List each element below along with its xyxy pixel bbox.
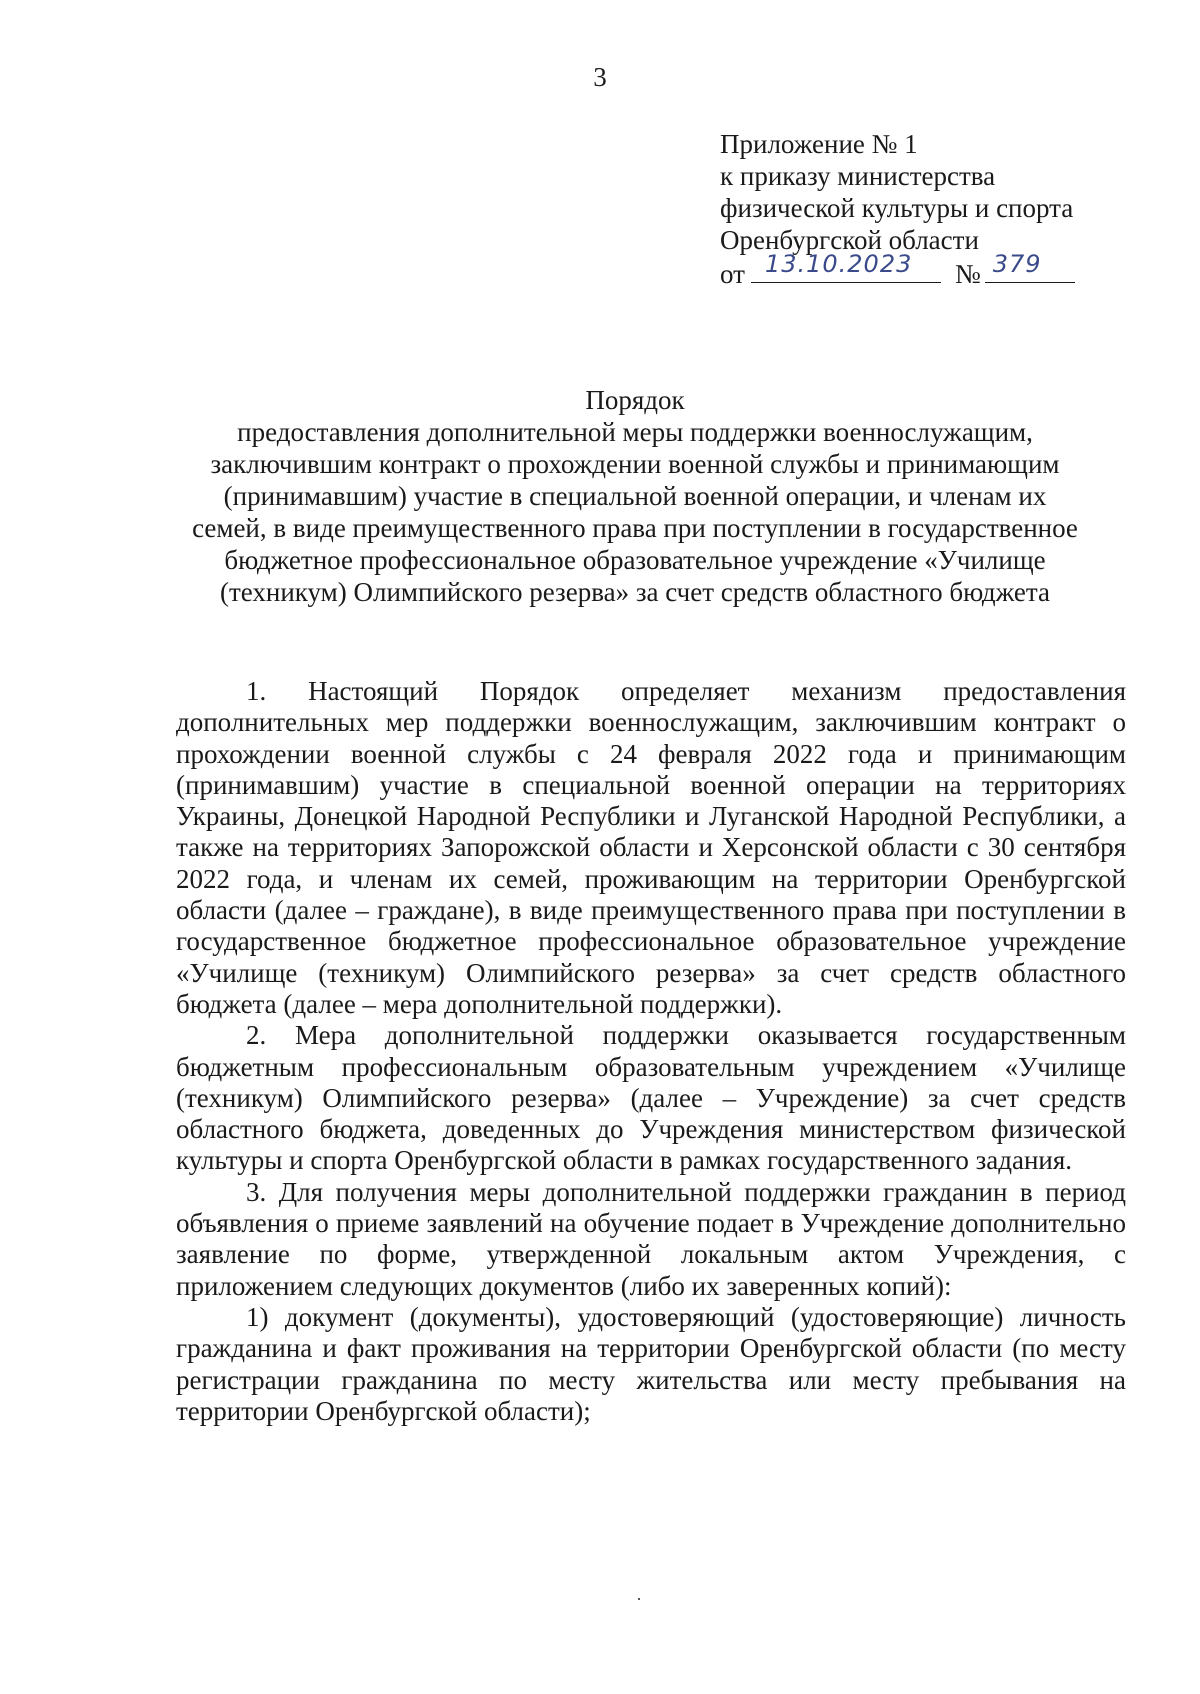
title-line: семей, в виде преимущественного права при поступлении в государственное: [192, 513, 1078, 543]
number-underline: [985, 250, 1075, 283]
handwritten-number: 379: [992, 250, 1042, 278]
appendix-line: Приложение № 1: [720, 129, 918, 159]
title-line: предоставления дополнительной меры поддержки военнослужащим,: [237, 417, 1033, 447]
date-underline: [751, 250, 941, 283]
title-line: (принимавшим) участие в специальной военной операции, и членам их: [223, 481, 1047, 511]
appendix-line: физической культуры и спорта: [720, 193, 1074, 223]
order-date-number-line: [720, 250, 1075, 290]
paragraph-2: 2. Мера дополнительной поддержки оказывается государственным бюджетным профессиональным образовательным учреждением «Училище (техникум) Олимпийского резерва» (далее – Учреждение) за счет средств областного бюджета, доведенных до Учреждения министерством физической культуры и спорта Оренбургской области в рамках государственного задания.: [176, 1020, 1126, 1176]
title-line: заключившим контракт о прохождении военной службы и принимающим: [210, 449, 1060, 479]
number-prefix: №: [954, 259, 981, 289]
title-line: (техникум) Олимпийского резерва» за счет средств областного бюджета: [219, 577, 1050, 607]
title-line: бюджетное профессиональное образовательное учреждение «Училище: [224, 545, 1046, 575]
page-number: 3: [593, 62, 607, 92]
paragraph-1: 1. Настоящий Порядок определяет механизм предоставления дополнительных мер поддержки военнослужащим, заключившим контракт о прохождении военной службы с 24 февраля 2022 года и принимающим (принимавшим) участие в специальной военной операции на территориях Украины, Донецкой Народной Республики и Луганской Народной Республики, а также на территориях Запорожской области и Херсонской области с 30 сентября 2022 года, и членам их семей, проживающим на территории Оренбургской области (далее – граждане), в виде преимущественного права при поступлении в государственное бюджетное профессиональное образовательное учреждение «Училище (техникум) Олимпийского резерва» за счет средств областного бюджета (далее – мера дополнительной поддержки).: [176, 676, 1126, 1019]
document-title: [150, 384, 1120, 608]
title-heading: Порядок: [585, 385, 685, 415]
paragraph-3-item-1: 1) документ (документы), удостоверяющий (удостоверяющие) личность гражданина и факт проживания на территории Оренбургской области (по месту регистрации гражданина по месту жительства или месту пребывания на территории Оренбургской области);: [176, 1301, 1126, 1426]
appendix-line: к приказу министерства: [720, 161, 996, 191]
paragraph-3: 3. Для получения меры дополнительной поддержки гражданин в период объявления о приеме заявлений на обучение подает в Учреждение дополнительно заявление по форме, утвержденной локальным актом Учреждения, с приложением следующих документов (либо их заверенных копий):: [176, 1176, 1126, 1301]
handwritten-date: 13.10.2023: [764, 250, 913, 278]
appendix-line: Оренбургской области: [720, 225, 979, 255]
appendix-header: [720, 128, 1075, 290]
date-prefix: от: [720, 259, 745, 289]
scan-speck: [638, 1598, 640, 1600]
document-body: [176, 676, 1126, 1427]
